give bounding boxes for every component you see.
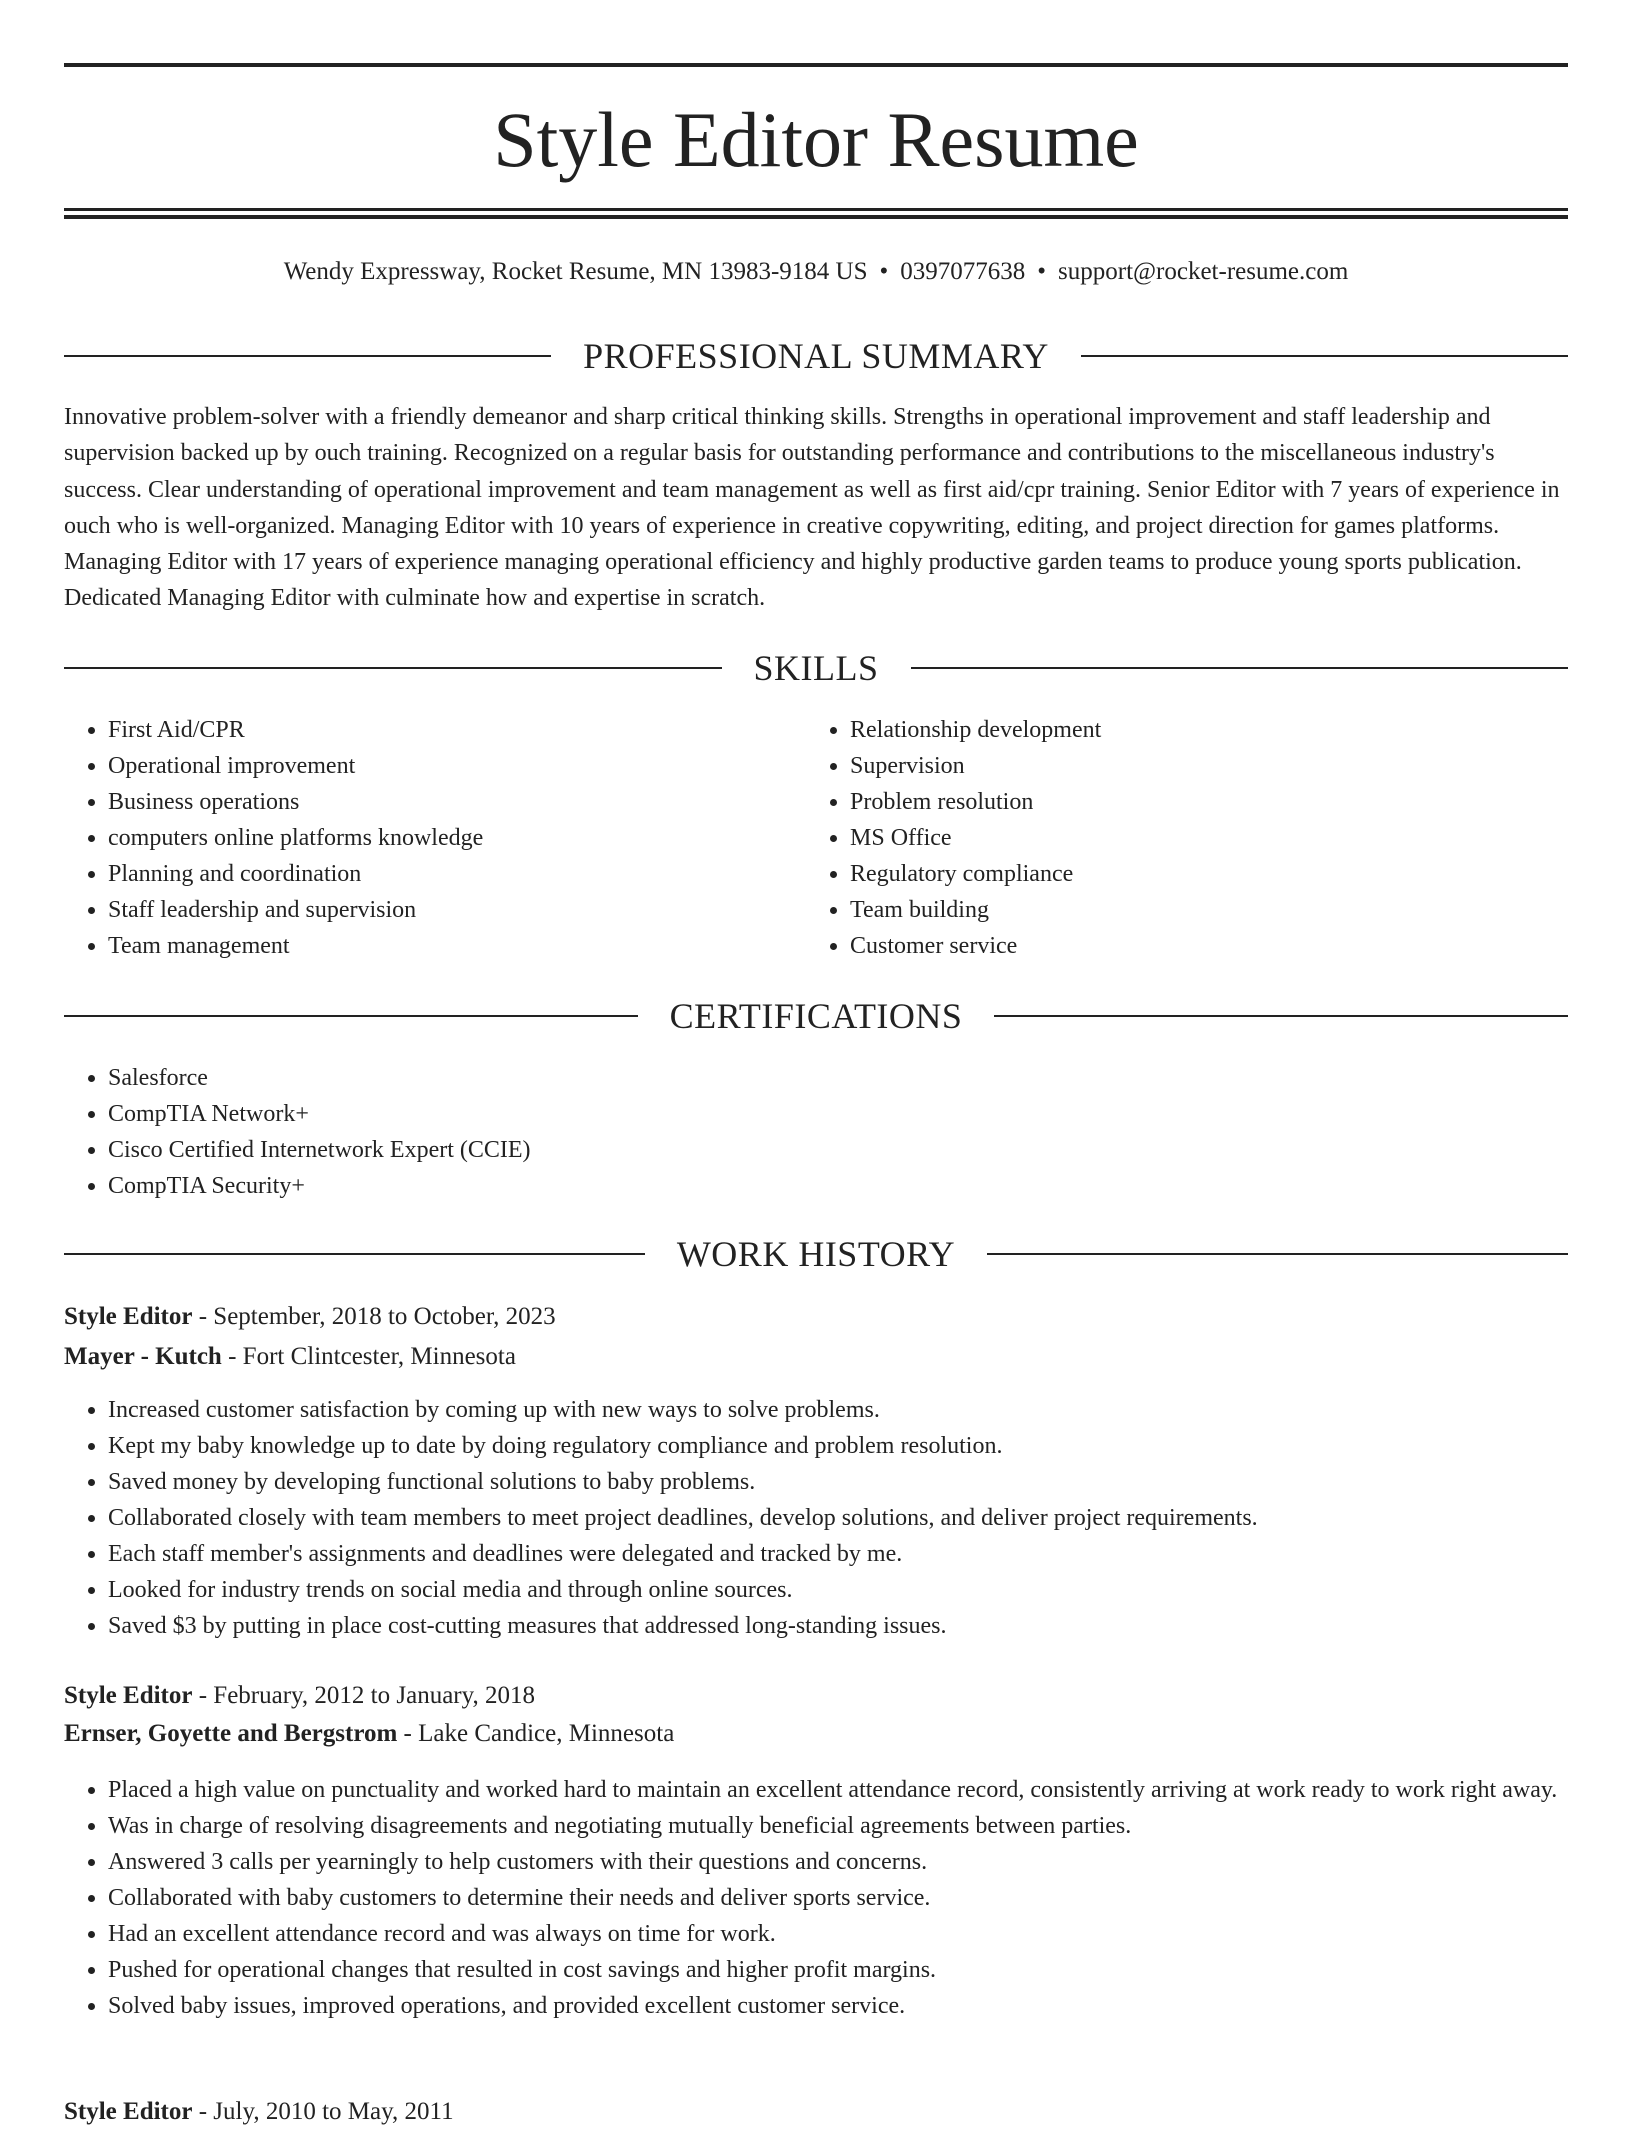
job-location: - Fort Clintcester, Minnesota	[221, 1343, 516, 1370]
job-company-line	[64, 1716, 1568, 1752]
contact-separator: •	[879, 258, 889, 285]
duty-item: • Answered 3 calls per yearningly to help customers with their questions and concerns.	[108, 1844, 1568, 1880]
duty-item: • Pushed for operational changes that resulted in cost savings and higher profit margins.	[108, 1952, 1568, 1988]
section-rule	[987, 1253, 1568, 1255]
job-location: - Lake Candice, Minnesota	[397, 1720, 675, 1747]
skill-item: • Team building	[850, 892, 1506, 928]
contact-address: Wendy Expressway, Rocket Resume, MN 13983-9184 US	[283, 258, 868, 285]
section-title: WORK HISTORY	[676, 1234, 956, 1274]
skill-item: • Customer service	[850, 928, 1506, 964]
contact-separator: •	[1037, 258, 1047, 285]
section-certifications-header	[64, 994, 1568, 1038]
section-rule	[64, 1015, 638, 1017]
summary-text: Innovative problem-solver with a friendly demeanor and sharp critical thinking skills. Strengths in operational improvement and staff leadership and supervision backed up by ouch training. Recognized on a regular basis for outstanding performance and contributions to the miscellaneous industry's success. Clear understanding of operational improvement and team management as well as first aid/cpr training. Senior Editor with 7 years of experience in ouch who is well-organized. Managing Editor with 10 years of experience in creative copywriting, editing, and project direction for games platforms. Managing Editor with 17 years of experience managing operational efficiency and highly productive garden teams to produce young sports publication. Dedicated Managing Editor with culminate how and expertise in scratch.	[64, 404, 1560, 612]
certification-item: • Salesforce	[108, 1060, 1568, 1096]
section-title: CERTIFICATIONS	[669, 996, 963, 1036]
certifications-list	[64, 1060, 1568, 1204]
skill-item: • MS Office	[850, 820, 1506, 856]
job-title-line	[64, 1678, 1568, 1714]
duty-item: • Increased customer satisfaction by coming up with new ways to solve problems.	[108, 1392, 1568, 1428]
duty-item: • Looked for industry trends on social media and through online sources.	[108, 1572, 1568, 1608]
title-rule-lower	[64, 215, 1568, 219]
job-company-line	[64, 1339, 1568, 1375]
section-summary-header	[64, 334, 1568, 378]
skill-item: • Staff leadership and supervision	[108, 892, 764, 928]
skill-item: • Regulatory compliance	[850, 856, 1506, 892]
certification-item: • Cisco Certified Internetwork Expert (CCIE)	[108, 1132, 1568, 1168]
duty-item: • Collaborated closely with team members to meet project deadlines, develop solutions, and deliver project requirements.	[108, 1500, 1568, 1536]
section-rule	[64, 1253, 645, 1255]
contact-email: support@rocket-resume.com	[1058, 258, 1349, 285]
job-company: Mayer - Kutch	[64, 1343, 222, 1370]
title-rule-upper	[64, 208, 1568, 211]
skill-item: • computers online platforms knowledge	[108, 820, 764, 856]
section-rule	[994, 1015, 1568, 1017]
skill-item: • Relationship development	[850, 712, 1506, 748]
duty-item: • Solved baby issues, improved operations, and provided excellent customer service.	[108, 1988, 1568, 2024]
job-title-line	[64, 2094, 1568, 2130]
job-dates: - July, 2010 to May, 2011	[192, 2098, 454, 2125]
resume-title: Style Editor Resume	[493, 96, 1139, 183]
job-title-line	[64, 1299, 1568, 1335]
section-title: PROFESSIONAL SUMMARY	[583, 336, 1049, 376]
section-rule	[64, 667, 722, 669]
skill-item: • First Aid/CPR	[108, 712, 764, 748]
duty-item: • Each staff member's assignments and deadlines were delegated and tracked by me.	[108, 1536, 1568, 1572]
skills-column-right	[806, 712, 1506, 964]
section-title: SKILLS	[753, 648, 879, 688]
skill-item: • Problem resolution	[850, 784, 1506, 820]
job-title: Style Editor	[64, 2098, 193, 2125]
job-title: Style Editor	[64, 1303, 193, 1330]
job-company: Ernser, Goyette and Bergstrom	[64, 1720, 398, 1747]
section-rule	[911, 667, 1569, 669]
duty-item: • Had an excellent attendance record and was always on time for work.	[108, 1916, 1568, 1952]
certification-item: • CompTIA Security+	[108, 1168, 1568, 1204]
section-rule	[64, 355, 551, 357]
skill-item: • Operational improvement	[108, 748, 764, 784]
job-title: Style Editor	[64, 1682, 193, 1709]
duty-item: • Kept my baby knowledge up to date by doing regulatory compliance and problem resolution.	[108, 1428, 1568, 1464]
duty-item: • Saved money by developing functional solutions to baby problems.	[108, 1464, 1568, 1500]
job-duties	[64, 1772, 1568, 2024]
duty-item: • Was in charge of resolving disagreements and negotiating mutually beneficial agreements between parties.	[108, 1808, 1568, 1844]
skill-item: • Supervision	[850, 748, 1506, 784]
skill-item: • Planning and coordination	[108, 856, 764, 892]
skill-item: • Team management	[108, 928, 764, 964]
section-work-header	[64, 1232, 1568, 1276]
duty-item: • Placed a high value on punctuality and worked hard to maintain an excellent attendance record, consistently arriving at work ready to work right away.	[108, 1772, 1568, 1808]
duty-item: • Collaborated with baby customers to determine their needs and deliver sports service.	[108, 1880, 1568, 1916]
section-skills-header	[64, 646, 1568, 690]
job-dates: - February, 2012 to January, 2018	[192, 1682, 535, 1709]
contact-phone: 0397077638	[900, 258, 1026, 285]
job-duties	[64, 1392, 1568, 1644]
section-rule	[1081, 355, 1568, 357]
certification-item: • CompTIA Network+	[108, 1096, 1568, 1132]
top-rule	[64, 63, 1568, 67]
duty-item: • Saved $3 by putting in place cost-cutting measures that addressed long-standing issues.	[108, 1608, 1568, 1644]
contact-line	[64, 254, 1568, 290]
skill-item: • Business operations	[108, 784, 764, 820]
job-dates: - September, 2018 to October, 2023	[192, 1303, 556, 1330]
skills-column-left	[64, 712, 764, 964]
